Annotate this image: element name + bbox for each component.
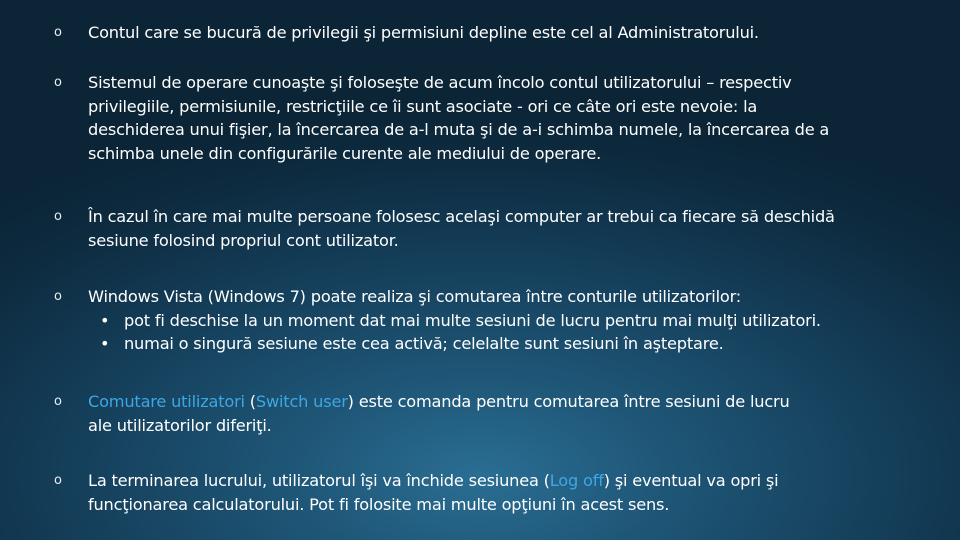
text-start: La terminarea lucrului, utilizatorul îşi va închide sesiunea (: [88, 471, 550, 490]
bullet-text-line: sesiune folosind propriul cont utilizator.: [88, 230, 399, 250]
bullet-marker: o: [54, 394, 62, 409]
bullet-marker: o: [54, 25, 62, 40]
bullet-marker: o: [54, 75, 62, 90]
bullet-item-log-off: [54, 469, 932, 516]
bullet-item-switch-user: [54, 390, 932, 437]
highlight-log-off: Log off: [549, 471, 604, 490]
sub-bullet-item: [62, 309, 932, 333]
bullet-item-shared-computer: [54, 205, 932, 252]
sub-bullet-item: [62, 332, 932, 356]
bullet-marker: o: [54, 289, 62, 304]
highlight-switch-user: Switch user: [255, 392, 348, 411]
sub-bullet-text: pot fi deschise la un moment dat mai multe sesiuni de lucru pentru mai mulţi utilizatori.: [124, 310, 821, 330]
bullet-text-line: deschiderea unui fişier, la încercarea de a-l muta şi de a-i schimba numele, la încercarea de a: [88, 120, 830, 139]
sub-bullet-text: numai o singură sesiune este cea activă; celelalte sunt sesiuni în aşteptare.: [124, 334, 724, 353]
sub-bullet-marker: •: [100, 310, 110, 330]
sub-bullet-marker: •: [100, 334, 110, 353]
bullet-marker: o: [54, 473, 62, 488]
text-rest: ) este comanda pentru comutarea între sesiuni de lucru: [347, 392, 790, 411]
bullet-text-line: [62, 390, 932, 414]
bullet-text-line: funcţionarea calculatorului. Pot fi folosite mai multe opţiuni în acest sens.: [88, 494, 670, 514]
bullet-text-line: În cazul în care mai multe persoane folosesc acelaşi computer ar trebui ca fiecare să deschidă: [88, 207, 835, 226]
bullet-item-administrator: [54, 21, 932, 45]
bullet-text-line: privilegiile, permisiunile, restricţiile ce îi sunt asociate - ori ce câte ori este nevoie: la: [88, 96, 758, 116]
bullet-item-windows-vista: [54, 285, 932, 356]
highlight-comutare-utilizatori: Comutare utilizatori: [88, 392, 245, 411]
bullet-marker: o: [54, 209, 62, 224]
text-open-paren: (: [244, 392, 256, 411]
bullet-text-line: Sistemul de operare cunoaşte şi foloseşte de acum încolo contul utilizatorului – respectiv: [88, 73, 792, 92]
bullet-text-line: Contul care se bucură de privilegii şi permisiuni depline este cel al Administratorului.: [88, 23, 759, 42]
bullet-text-line: [62, 469, 932, 493]
bullet-item-operating-system: [54, 71, 932, 165]
text-rest: ) şi eventual va opri şi: [603, 471, 779, 490]
bullet-text-line: Windows Vista (Windows 7) poate realiza şi comutarea între conturile utilizatorilor:: [88, 287, 742, 306]
bullet-text-line: ale utilizatorilor diferiţi.: [88, 415, 272, 435]
bullet-text-line: schimba unele din configurările curente ale mediului de operare.: [88, 143, 602, 163]
